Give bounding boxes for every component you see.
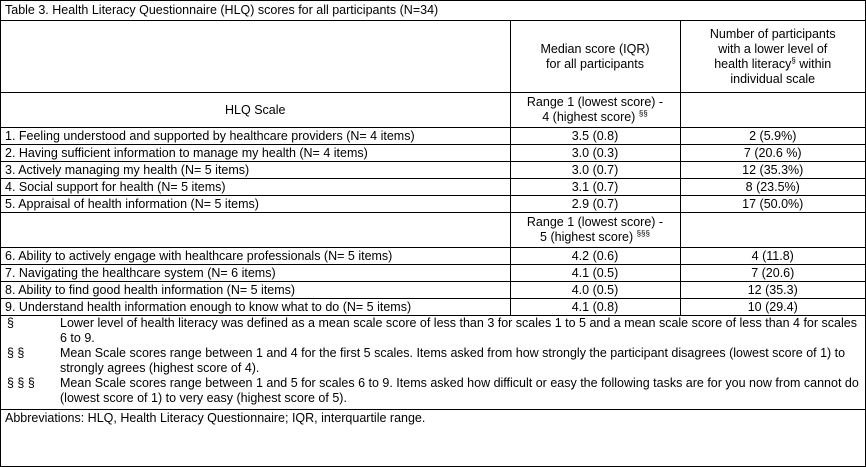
median-cell: 2.9 (0.7): [510, 196, 680, 213]
table-row: [1, 248, 865, 265]
header-number: Number of participants with a lower level of health literacy§ within individual scale: [680, 21, 865, 93]
number-cell: 8 (23.5%): [680, 179, 865, 196]
number-cell: 7 (20.6 %): [680, 145, 865, 162]
range2-blank-cell: [1, 213, 510, 248]
median-cell: 3.1 (0.7): [510, 179, 680, 196]
scale-cell: 7. Navigating the healthcare system (N= 6 items): [1, 265, 510, 282]
range1-blank-cell: [680, 93, 865, 128]
table-row: [1, 282, 865, 299]
footnotes: [1, 316, 865, 427]
hlq-table: [1, 21, 865, 316]
number-cell: 17 (50.0%): [680, 196, 865, 213]
median-cell: 3.0 (0.7): [510, 162, 680, 179]
scale-header-row: [1, 93, 865, 128]
table-row: [1, 162, 865, 179]
table-row: [1, 299, 865, 316]
footnote-symbol: § §: [7, 346, 25, 360]
median-cell: 4.2 (0.6): [510, 248, 680, 265]
median-cell: 4.1 (0.8): [510, 299, 680, 316]
range2-label: Range 1 (lowest score) - 5 (highest score) §§§: [510, 213, 680, 248]
scale-cell: 5. Appraisal of health information (N= 5 items): [1, 196, 510, 213]
header-row: [1, 21, 865, 93]
scale-cell: 4. Social support for health (N= 5 items): [1, 179, 510, 196]
scale-cell: 3. Actively managing my health (N= 5 items): [1, 162, 510, 179]
footnote-text: Mean Scale scores range between 1 and 5 for scales 6 to 9. Items asked how difficult or easy the following tasks are for you now from cannot do (lowest score of 1) to very easy (highest score of 5).: [60, 376, 859, 405]
footnote: [1, 376, 865, 406]
range2-header-row: [1, 213, 865, 248]
median-cell: 4.1 (0.5): [510, 265, 680, 282]
table-row: [1, 179, 865, 196]
number-cell: 12 (35.3): [680, 282, 865, 299]
number-cell: 4 (11.8): [680, 248, 865, 265]
range1-label: Range 1 (lowest score) - 4 (highest score) §§: [510, 93, 680, 128]
hlq-scale-label: HLQ Scale: [1, 93, 510, 128]
number-cell: 2 (5.9%): [680, 128, 865, 145]
footnote: [1, 346, 865, 376]
scale-cell: 1. Feeling understood and supported by healthcare providers (N= 4 items): [1, 128, 510, 145]
header-median: Median score (IQR) for all participants: [510, 21, 680, 93]
scale-cell: 9. Understand health information enough to know what to do (N= 5 items): [1, 299, 510, 316]
table-row: [1, 265, 865, 282]
footnote-text: Mean Scale scores range between 1 and 4 for the first 5 scales. Items asked from how strongly the participant disagrees (lowest score of 1) to strongly agrees (highest score of 4).: [60, 346, 846, 375]
scale-cell: 8. Ability to find good health information (N= 5 items): [1, 282, 510, 299]
footnote-text: Lower level of health literacy was defined as a mean scale score of less than 3 for scales 1 to 5 and a mean scale score of less than 4 for scales 6 to 9.: [60, 316, 857, 345]
range2-blank-cell-right: [680, 213, 865, 248]
scale-cell: 6. Ability to actively engage with healthcare professionals (N= 5 items): [1, 248, 510, 265]
median-cell: 3.0 (0.3): [510, 145, 680, 162]
table-title: Table 3. Health Literacy Questionnaire (HLQ) scores for all participants (N=34): [1, 1, 865, 21]
median-cell: 3.5 (0.8): [510, 128, 680, 145]
number-cell: 12 (35.3%): [680, 162, 865, 179]
footnote-symbol: § § §: [7, 376, 35, 390]
table-row: [1, 145, 865, 162]
scale-cell: 2. Having sufficient information to manage my health (N= 4 items): [1, 145, 510, 162]
footnote: [1, 316, 865, 346]
median-cell: 4.0 (0.5): [510, 282, 680, 299]
table-row: [1, 128, 865, 145]
abbreviations: Abbreviations: HLQ, Health Literacy Questionnaire; IQR, interquartile range.: [1, 409, 865, 427]
number-cell: 10 (29.4): [680, 299, 865, 316]
header-blank-cell: [1, 21, 510, 93]
number-cell: 7 (20.6): [680, 265, 865, 282]
footnote-symbol: §: [7, 316, 14, 330]
table-row: [1, 196, 865, 213]
